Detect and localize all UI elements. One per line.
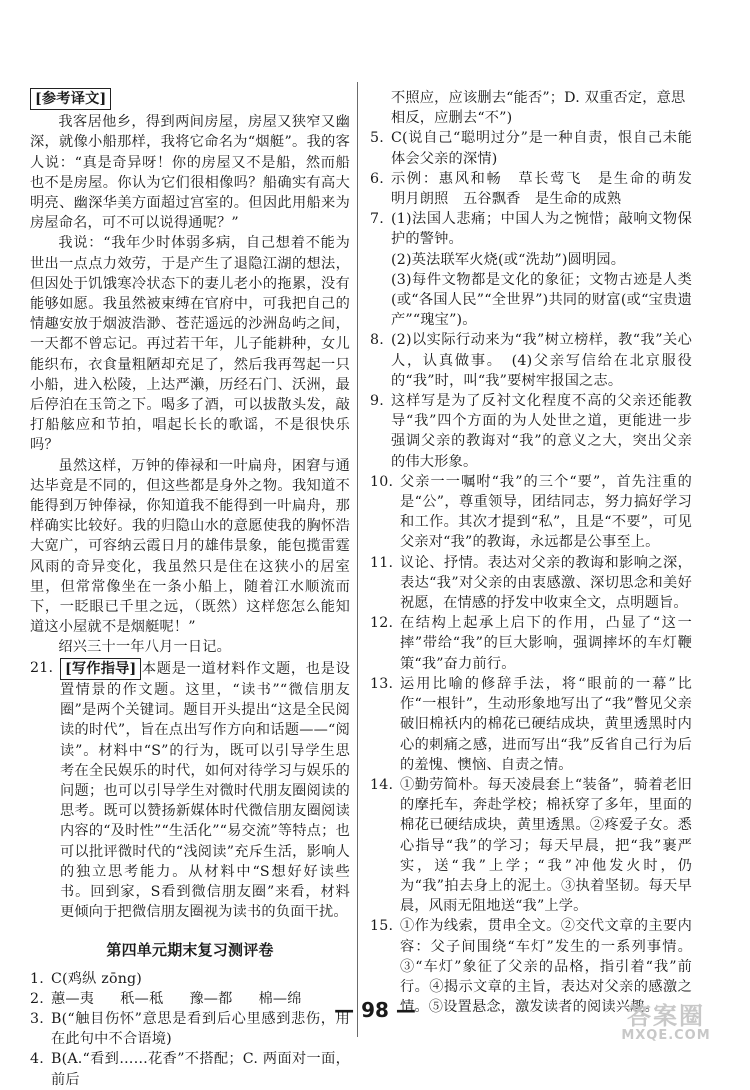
- item-number: 12.: [370, 615, 394, 632]
- item-number: 9.: [370, 393, 384, 410]
- page-number: — 98 —: [334, 998, 416, 1022]
- translation-signature: 绍兴三十一年八月一日记。: [58, 639, 232, 656]
- item-number: 15.: [370, 918, 394, 935]
- watermark-logo-text: 答案圈: [627, 1002, 705, 1030]
- answer-item-5: [370, 128, 692, 168]
- item-body: B(A.“看到……花香”不搭配；C. 两面对一面，前后: [51, 1051, 350, 1088]
- item-body: (2)以实际行动来为“我”树立榜样，教“我”关心人，认真做事。 (4)父亲写信给在北京服役的“我”时，叫“我”要树牢报国之志。: [391, 332, 692, 389]
- item-body: 在结构上起承上启下的作用，凸显了“这一摔”带给“我”的巨大影响，强调摔坏的车灯鞭策“我”奋力前行。: [400, 615, 692, 672]
- item-number: 13.: [370, 675, 394, 692]
- item-number: 8.: [370, 332, 384, 349]
- item-body: [391, 209, 692, 330]
- answer-item-14: [370, 775, 692, 916]
- character-pair: 秖—秪: [120, 990, 164, 1007]
- character-pair: 棉—绵: [258, 990, 302, 1007]
- item-body: ①勤劳简朴。每天凌晨套上“装备”，骑着老旧的摩托车，奔赴学校；棉袄穿了多年，里面的棉花已硬结成块，黄里透黑。②疼爱子女。悉心指导“我”的学习；每天早晨，把“我”裹严实，送“我”上学；“我”冲他发火时，仍为“我”拍去身上的泥土。③执着坚韧。每天早晨，风雨无阻地送“我”上学。: [400, 776, 692, 915]
- reference-translation-header: [参考译文]: [30, 88, 111, 110]
- item-number: 14.: [370, 776, 394, 793]
- item-number: 10.: [370, 473, 394, 490]
- answer-item-13: [370, 674, 692, 775]
- writing-guidance-tag: [写作指导]: [60, 658, 141, 680]
- item-number: 4.: [30, 1051, 44, 1068]
- item-body: B(“触目伤怀”意思是看到后心里感到悲伤，用在此句中不合语境): [51, 1010, 350, 1048]
- item-number: 7.: [370, 211, 384, 228]
- item-body: C(说自己“聪明过分”是一种自责，恨自己未能体会父亲的深情): [391, 130, 692, 167]
- answer-item-7: [370, 209, 692, 330]
- section-title: 第四单元期末复习测评卷: [106, 941, 274, 960]
- answer-item-8: [370, 330, 692, 391]
- item-number: 6.: [370, 170, 384, 187]
- item-body: 这样写是为了反衬文化程度不高的父亲还能教导“我”四个方面的为人处世之道，更能进一步强调父亲的教诲对“我”的意义之大，突出父亲的伟大形象。: [391, 393, 692, 470]
- answer-item-9: [370, 391, 692, 472]
- item-body: 运用比喻的修辞手法，将“眼前的一幕”比作“一根针”，生动形象地写出了“我”瞥见父亲破旧棉袄内的棉花已硬结成块，黄里透黑时内心的刺痛之感，进而写出“我”反省自己行为后的羞愧、懊恼、自责之情。: [400, 675, 692, 773]
- item-body: ①作为线索，贯串全文。②交代文章的主要内容：父子间围绕“车灯”发生的一系列事情。③“车灯”象征了父亲的品格，指引着“我”前行。④揭示文章的主旨，表达对父亲的感激之情。⑤设置悬念，激发读者的阅读兴趣。: [400, 918, 692, 1016]
- answer-item-1: [30, 969, 350, 989]
- answer-item-4-continued: 不照应，应该删去“能否”；D. 双重否定，意思相反，应删去“不”): [391, 90, 686, 127]
- item-body: 议论、抒情。表达对父亲的教诲和影响之深，表达“我”对父亲的由衷感激、深切思念和美好祝愿，在情感的抒发中收束全文，点明题旨。: [400, 554, 692, 612]
- item-number: 2.: [30, 990, 44, 1007]
- answer-item-4: [30, 1049, 350, 1089]
- translation-paragraph-2: 我说：“我年少时体弱多病，自己想着不能为世出一点点力效劳，于是产生了退隐江湖的想法，但因处于饥饿寒冷状态下的妻儿老小的拖累，没有能够如愿。我虽然被束缚在官府中，可我把自己的情趣安放于烟波浩渺、苍茫遥远的沙洲岛屿之间，一天都不曾忘记。再过若干年，儿子能耕种，女儿能织布，衣食量粗陋却充足了，然后我再驾起一只小船，进入松陵，上达严濑，历经石门、沃洲，最后停泊在玉笥之下。喝多了酒，可以拔散头发，敲打船舷应和节拍，唱起长长的歌谣，不是很快乐吗？: [30, 235, 350, 454]
- item-number: 5.: [370, 130, 384, 147]
- character-pair: 豫—都: [189, 990, 233, 1007]
- answer-item-11: [370, 553, 692, 614]
- column-divider: [357, 82, 358, 1037]
- item-body: 父亲一一嘱咐“我”的三个“要”，首先注重的是“公”，尊重领导，团结同志，努力搞好学习和工作。其次才提到“私”，且是“不要”，可见父亲对“我”的教诲，永远都是公事至上。: [400, 473, 692, 551]
- item-number: 1.: [30, 970, 44, 987]
- answer-item-12: [370, 613, 692, 674]
- writing-guidance-text: 本题是一道材料作文题，也是设置情景的作文题。这里，“读书”“微信朋友圈”是两个关键词。题目开头提出“这是全民阅读的时代”，旨在点出写作方向和话题——“阅读”。材料中“S”的行为，既可以引导学生思考在全民娱乐的时代，如何对待学习与娱乐的问题；也可以引导学生对微时代朋友圈阅读的思考。既可以赞扬新媒体时代微信朋友圈阅读内容的“及时性”“生活化”“易交流”等特点；也可以批评微时代的“浅阅读”充斥生活，影响人的独立思考能力。从材料中“S想好好读些书。回到家，S看到微信朋友圈”来看，材料更倾向于把微信朋友圈视为读书的负面干扰。: [60, 660, 350, 921]
- answer-item-6: [370, 169, 707, 209]
- item-number: 21.: [30, 659, 54, 676]
- watermark-logo: [602, 1003, 730, 1043]
- item-number: 3.: [30, 1010, 44, 1027]
- translation-paragraph-3: 虽然这样，万钟的俸禄和一叶扁舟，困窘与通达毕竟是不同的，但这些都是身外之物。我知道不能得到万钟俸禄，你知道我不能得到一叶扁舟，那样确实比较好。我的归隐山水的意愿使我的胸怀浩大宽广，可容纳云霞日月的雄伟景象，能包揽雷霆风雨的奇异变化，我虽然只是住在这狭小的居室里，但常常像坐在一条小船上，随着江水顺流而下，一眨眼已千里之远，（既然）这样您怎么能知道这小屋就不是烟艇呢！”: [30, 457, 350, 636]
- answer-item-21: [30, 658, 350, 923]
- sub-answer: (2)英法联军火烧(或“洗劫”)圆明园。: [391, 251, 626, 268]
- sub-answer: (3)每件文物都是文化的象征；文物古迹是人类(或“各国人民”“全世界”)共同的财富(或“宝贵遗产”“瑰宝”)。: [391, 271, 692, 329]
- translation-paragraph-1: 我客居他乡，得到两间房屋，房屋又狭窄又幽深，就像小船那样，我将它命名为“烟艇”。我的客人说：“真是奇异呀！你的房屋又不是船，然而船也不是房屋。你认为它们很相像吗？船确实有高大明亮、幽深华美方面超过宫室的。但因此用船来为房屋命名，可不可以说得通呢？”: [30, 114, 350, 232]
- item-body: [60, 658, 350, 923]
- item-body: C(鸡纵 zōng): [51, 970, 143, 987]
- answer-item-10: [370, 472, 692, 553]
- left-column: [30, 88, 350, 1090]
- sub-answer: (1)法国人悲痛；中国人为之惋惜；敲响文物保护的警钟。: [391, 211, 692, 248]
- item-number: 11.: [370, 554, 394, 571]
- watermark-url: MXQE.COM: [621, 1028, 711, 1043]
- item-body: 示例：惠风和畅 草长莺飞 是生命的萌发 明月朗照 五谷飘香 是生命的成熟: [391, 170, 707, 208]
- character-pair: 蕙—夷: [51, 990, 95, 1007]
